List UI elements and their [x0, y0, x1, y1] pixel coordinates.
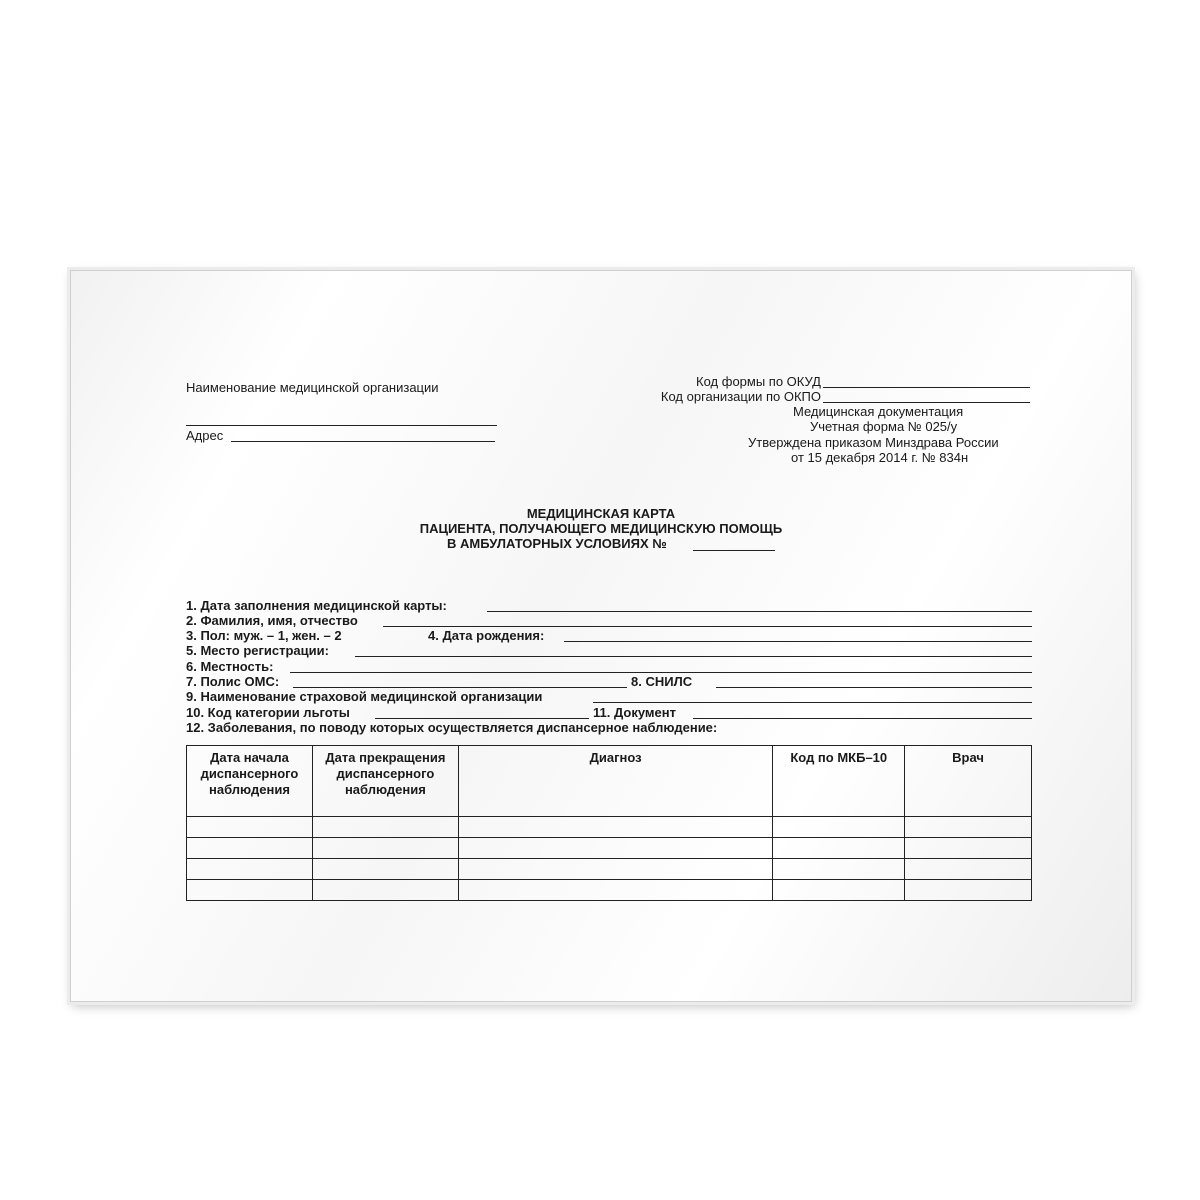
approved-by: Утверждена приказом Минздрава России: [748, 435, 999, 450]
field-benefit-label: 10. Код категории льготы: [186, 705, 350, 720]
org-name-label: Наименование медицинской организации: [186, 380, 439, 395]
table-row: [187, 880, 1032, 901]
form-title-line1: МЕДИЦИНСКАЯ КАРТА: [526, 506, 676, 521]
table-cell[interactable]: [773, 880, 905, 901]
org-name-line[interactable]: [186, 425, 497, 426]
table-cell[interactable]: [187, 838, 313, 859]
form-title-line3: В АМБУЛАТОРНЫХ УСЛОВИЯХ №: [447, 536, 667, 551]
table-cell[interactable]: [312, 859, 458, 880]
form-number: Учетная форма № 025/у: [810, 419, 958, 434]
order-date: от 15 декабря 2014 г. № 834н: [791, 450, 969, 465]
table-cell[interactable]: [312, 880, 458, 901]
address-line[interactable]: [231, 441, 495, 442]
field-oms-label: 7. Полис ОМС:: [186, 674, 280, 689]
table-row: [187, 838, 1032, 859]
okud-label: Код формы по ОКУД: [696, 374, 821, 389]
table-cell[interactable]: [905, 817, 1032, 838]
field-fullname-line[interactable]: [383, 626, 1032, 627]
table-cell[interactable]: [187, 817, 313, 838]
okpo-label: Код организации по ОКПО: [660, 389, 821, 404]
card-number-line[interactable]: [693, 550, 775, 551]
field-document-line[interactable]: [693, 718, 1032, 719]
form-sheet: [70, 270, 1132, 1002]
field-birthdate-label: 4. Дата рождения:: [428, 628, 545, 643]
okud-line[interactable]: [823, 387, 1030, 388]
table-row: [187, 817, 1032, 838]
table-cell[interactable]: [312, 817, 458, 838]
table-cell[interactable]: [458, 838, 773, 859]
table-cell[interactable]: [187, 880, 313, 901]
dispensary-table: [186, 745, 1032, 901]
table-cell[interactable]: [458, 859, 773, 880]
field-registration-label: 5. Место регистрации:: [186, 643, 329, 658]
table-cell[interactable]: [773, 838, 905, 859]
field-sex-label: 3. Пол: муж. – 1, жен. – 2: [186, 628, 342, 643]
field-fill-date-label: 1. Дата заполнения медицинской карты:: [186, 598, 447, 613]
table-cell[interactable]: [187, 859, 313, 880]
col-diagnosis: Диагноз: [458, 746, 773, 817]
table-cell[interactable]: [312, 838, 458, 859]
col-doctor: Врач: [905, 746, 1032, 817]
field-birthdate-line[interactable]: [564, 641, 1032, 642]
field-snils-line[interactable]: [716, 687, 1032, 688]
address-label: Адрес: [186, 428, 224, 443]
field-snils-label: 8. СНИЛС: [631, 674, 693, 689]
form-title-line2: ПАЦИЕНТА, ПОЛУЧАЮЩЕГО МЕДИЦИНСКУЮ ПОМОЩЬ: [419, 521, 783, 536]
field-insurer-label: 9. Наименование страховой медицинской организации: [186, 689, 543, 704]
field-locality-label: 6. Местность:: [186, 659, 274, 674]
table-cell[interactable]: [458, 817, 773, 838]
table-cell[interactable]: [773, 859, 905, 880]
field-locality-line[interactable]: [290, 672, 1032, 673]
table-cell[interactable]: [458, 880, 773, 901]
field-fullname-label: 2. Фамилия, имя, отчество: [186, 613, 358, 628]
field-registration-line[interactable]: [355, 656, 1032, 657]
doc-type: Медицинская документация: [793, 404, 964, 419]
field-diseases-label: 12. Заболевания, по поводу которых осуществляется диспансерное наблюдение:: [186, 720, 718, 735]
table-cell[interactable]: [905, 859, 1032, 880]
table-row: [187, 859, 1032, 880]
field-fill-date-line[interactable]: [487, 611, 1032, 612]
field-document-label: 11. Документ: [593, 705, 676, 720]
okpo-line[interactable]: [823, 402, 1030, 403]
col-icd10: Код по МКБ–10: [773, 746, 905, 817]
col-end-date: Дата прекращения диспансерного наблюдения: [312, 746, 458, 817]
field-oms-line[interactable]: [293, 687, 627, 688]
table-header-row: [187, 746, 1032, 817]
field-insurer-line[interactable]: [593, 702, 1032, 703]
table-cell[interactable]: [773, 817, 905, 838]
field-benefit-line[interactable]: [375, 718, 589, 719]
table-cell[interactable]: [905, 880, 1032, 901]
table-cell[interactable]: [905, 838, 1032, 859]
col-start-date: Дата начала диспансерного наблюдения: [187, 746, 313, 817]
